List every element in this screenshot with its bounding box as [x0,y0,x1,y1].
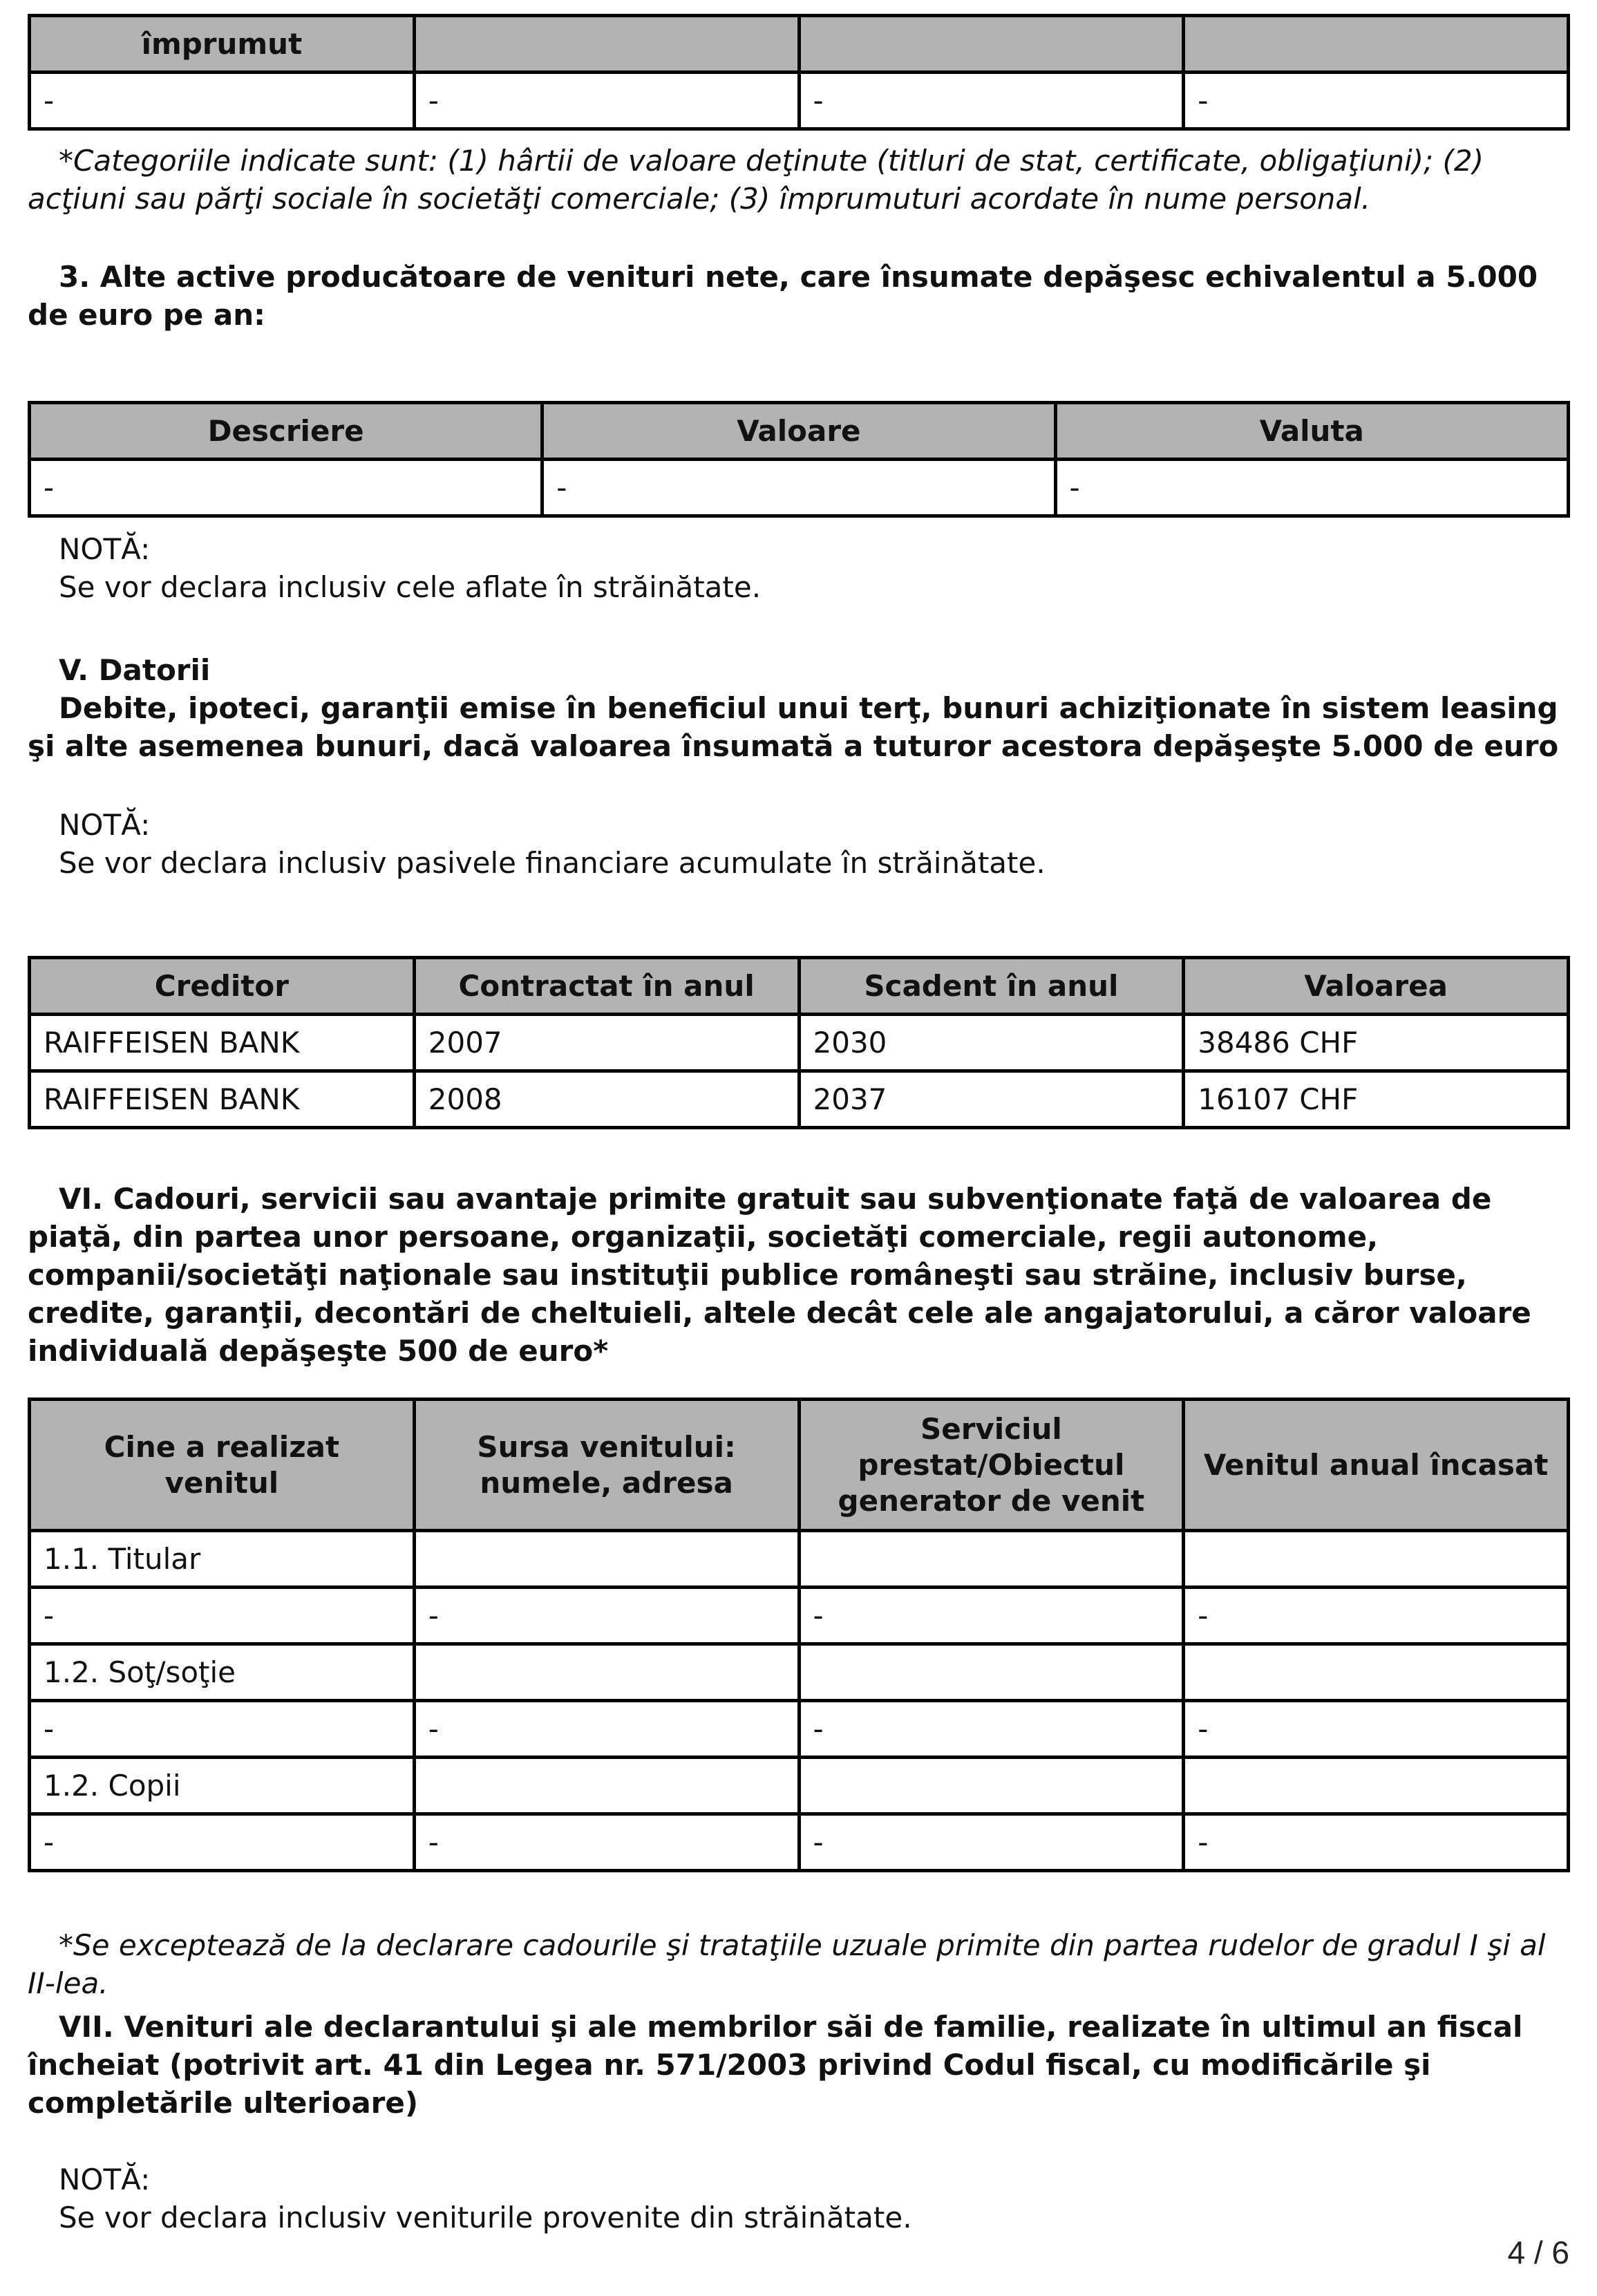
top-table-header-row [30,16,1569,73]
table-cell: - [30,1701,415,1758]
header-who-earned: Cine a realizat venitul [30,1400,415,1531]
table-cell: - [30,1814,415,1871]
section-7-heading [28,2008,1570,2122]
section-7-note [28,2161,1570,2237]
table-row [30,1015,1569,1071]
table-cell: 1.1. Titular [30,1531,415,1588]
table-cell [414,1531,799,1588]
table-row [30,1644,1569,1701]
table-cell: - [1184,73,1569,129]
gifts-table [28,1398,1570,1872]
table-cell: RAIFFEISEN BANK [30,1071,415,1128]
table-row [30,1758,1569,1814]
header-value: Valoare [542,403,1055,460]
table-cell: - [1184,1701,1569,1758]
section-5-title: V. Datorii [59,653,211,687]
debts-header-row [30,958,1569,1015]
table-cell: - [414,1588,799,1644]
table-cell [799,1644,1184,1701]
top-table-header-cell [414,16,799,73]
note-label: NOTĂ: [59,808,151,842]
note-text: Se vor declara inclusiv pasivele financiare acumulate în străinătate. [59,846,1046,880]
table-cell: - [542,460,1055,516]
top-table [28,14,1570,131]
table-cell: - [1184,1588,1569,1644]
debts-table [28,956,1570,1129]
table-cell: - [799,73,1184,129]
table-cell: - [799,1588,1184,1644]
section-6-heading-text: VI. Cadouri, servicii sau avantaje primite gratuit sau subvenţionate faţă de valoarea de piaţă, din partea unor persoane, organizaţii, societăţi comerciale, regii autonome, companii/societăţi naţionale sau instituţii publice româneşti sau străine, inclusiv burse, credite, garanţii, decontări de cheltuieli, altele decât cele ale angajatorului, a căror valoare individuală depăşeşte 500 de euro* [28,1182,1531,1368]
table-cell [1184,1758,1569,1814]
table-cell [414,1644,799,1701]
table-cell: 1.2. Copii [30,1758,415,1814]
header-description: Descriere [30,403,542,460]
section-3-heading [28,258,1570,334]
header-currency: Valuta [1055,403,1569,460]
table-cell: - [414,1814,799,1871]
table-cell: - [799,1814,1184,1871]
note-text: Se vor declara inclusiv veniturile provenite din străinătate. [59,2201,912,2234]
top-table-header-cell: împrumut [30,16,415,73]
table-row [30,1814,1569,1871]
other-assets-table [28,401,1570,518]
section-6-footnote [28,1926,1570,2002]
table-cell: - [414,1701,799,1758]
note-label: NOTĂ: [59,532,151,566]
table-cell: 16107 CHF [1184,1071,1569,1128]
categories-note [28,142,1570,218]
section-5-subtitle: Debite, ipoteci, garanţii emise în beneficiul unui terţ, bunuri achiziţionate în sistem leasing şi alte asemenea bunuri, dacă valoarea însumată a tuturor acestora depăşeşte 5.000 de euro [28,691,1559,763]
section-5-heading [28,651,1570,765]
table-cell: - [30,73,415,129]
note-text: Se vor declara inclusiv cele aflate în străinătate. [59,570,762,604]
table-row [30,1071,1569,1128]
section-3-heading-text: 3. Alte active producătoare de venituri nete, care însumate depăşesc echivalentul a 5.000 de euro pe an: [28,260,1538,332]
note-label: NOTĂ: [59,2163,151,2196]
table-cell: - [414,73,799,129]
table-row [30,1588,1569,1644]
section-5-note [28,806,1570,882]
categories-note-text: *Categoriile indicate sunt: (1) hârtii de valoare deţinute (titluri de stat, certificate, obligaţiuni); (2) acţiuni sau părţi sociale în societăţi comerciale; (3) împrumuturi acordate în nume personal. [28,144,1484,216]
gifts-header-row [30,1400,1569,1531]
table-row [30,460,1569,516]
table-cell: RAIFFEISEN BANK [30,1015,415,1071]
table-cell: 2008 [414,1071,799,1128]
table-cell: - [1055,460,1569,516]
other-assets-header-row [30,403,1569,460]
header-contracted-year: Contractat în anul [414,958,799,1015]
table-cell: 2030 [799,1015,1184,1071]
table-row [30,1531,1569,1588]
table-cell [414,1758,799,1814]
section-6-heading [28,1180,1570,1370]
table-cell: 2007 [414,1015,799,1071]
section-7-heading-text: VII. Venituri ale declarantului şi ale membrilor săi de familie, realizate în ultimul an fiscal încheiat (potrivit art. 41 din Legea nr. 571/2003 privind Codul fiscal, cu modificările şi completările ulterioare) [28,2010,1523,2120]
header-income-source: Sursa venitului: numele, adresa [414,1400,799,1531]
header-amount: Valoarea [1184,958,1569,1015]
table-cell [799,1758,1184,1814]
table-cell: - [1184,1814,1569,1871]
table-cell: 38486 CHF [1184,1015,1569,1071]
header-annual-income: Venitul anual încasat [1184,1400,1569,1531]
section-3-note [28,530,1570,606]
header-due-year: Scadent în anul [799,958,1184,1015]
header-service-object: Serviciul prestat/Obiectul generator de venit [799,1400,1184,1531]
top-table-header-cell [799,16,1184,73]
table-cell: 1.2. Soţ/soţie [30,1644,415,1701]
table-cell: - [30,1588,415,1644]
table-cell: - [30,460,542,516]
footnote-text: *Se exceptează de la declarare cadourile şi trataţiile uzuale primite din partea rudelor de gradul I şi al II-lea. [28,1928,1546,2000]
top-table-header-cell [1184,16,1569,73]
header-creditor: Creditor [30,958,415,1015]
table-row [30,1701,1569,1758]
table-cell [1184,1531,1569,1588]
table-cell: - [799,1701,1184,1758]
page-number: 4 / 6 [1507,2234,1569,2270]
table-cell: 2037 [799,1071,1184,1128]
table-cell [1184,1644,1569,1701]
table-row [30,73,1569,129]
table-cell [799,1531,1184,1588]
